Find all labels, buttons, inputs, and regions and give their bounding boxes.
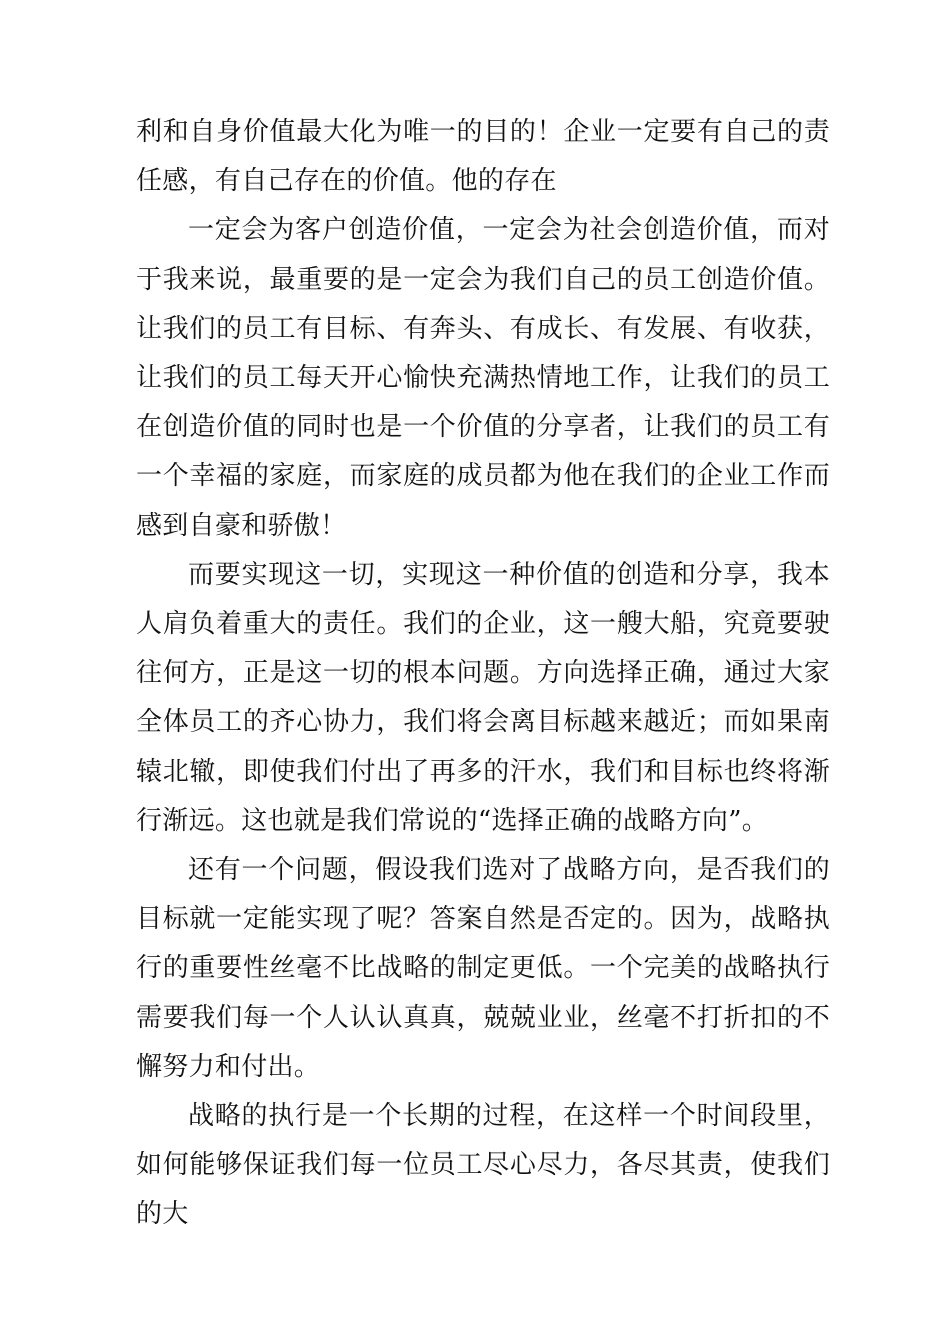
paragraph-5: 战略的执行是一个长期的过程，在这样一个时间段里，如何能够保证我们每一位员工尽心尽力，各尽其责，使我们的大 xyxy=(136,1101,830,1230)
paragraph-3: 而要实现这一切，实现这一种价值的创造和分享，我本人肩负着重大的责任。我们的企业，这一艘大船，究竟要驶往何方，正是这一切的根本问题。方向选择正确，通过大家全体员工的齐心协力，我们将会离目标越来越近；而如果南辕北辙，即使我们付出了再多的汗水，我们和目标也终将渐行渐远。这也就是我们常说的“选择正确的战略方向”。 xyxy=(136,559,830,836)
paragraph-1: 利和自身价值最大化为唯一的目的！企业一定要有自己的责任感，有自己存在的价值。他的存在 xyxy=(136,117,830,197)
paragraph-4: 还有一个问题，假设我们选对了战略方向，是否我们的目标就一定能实现了呢？答案自然是否定的。因为，战略执行的重要性丝毫不比战略的制定更低。一个完美的战略执行需要我们每一个人认认真真，兢兢业业，丝毫不打折扣的不懈努力和付出。 xyxy=(136,855,830,1082)
document-body xyxy=(136,108,830,1240)
paragraph-2: 一定会为客户创造价值，一定会为社会创造价值，而对于我来说，最重要的是一定会为我们自己的员工创造价值。让我们的员工有目标、有奔头、有成长、有发展、有收获，让我们的员工每天开心愉快充满热情地工作，让我们的员工在创造价值的同时也是一个价值的分享者，让我们的员工有一个幸福的家庭，而家庭的成员都为他在我们的企业工作而感到自豪和骄傲！ xyxy=(136,215,830,541)
